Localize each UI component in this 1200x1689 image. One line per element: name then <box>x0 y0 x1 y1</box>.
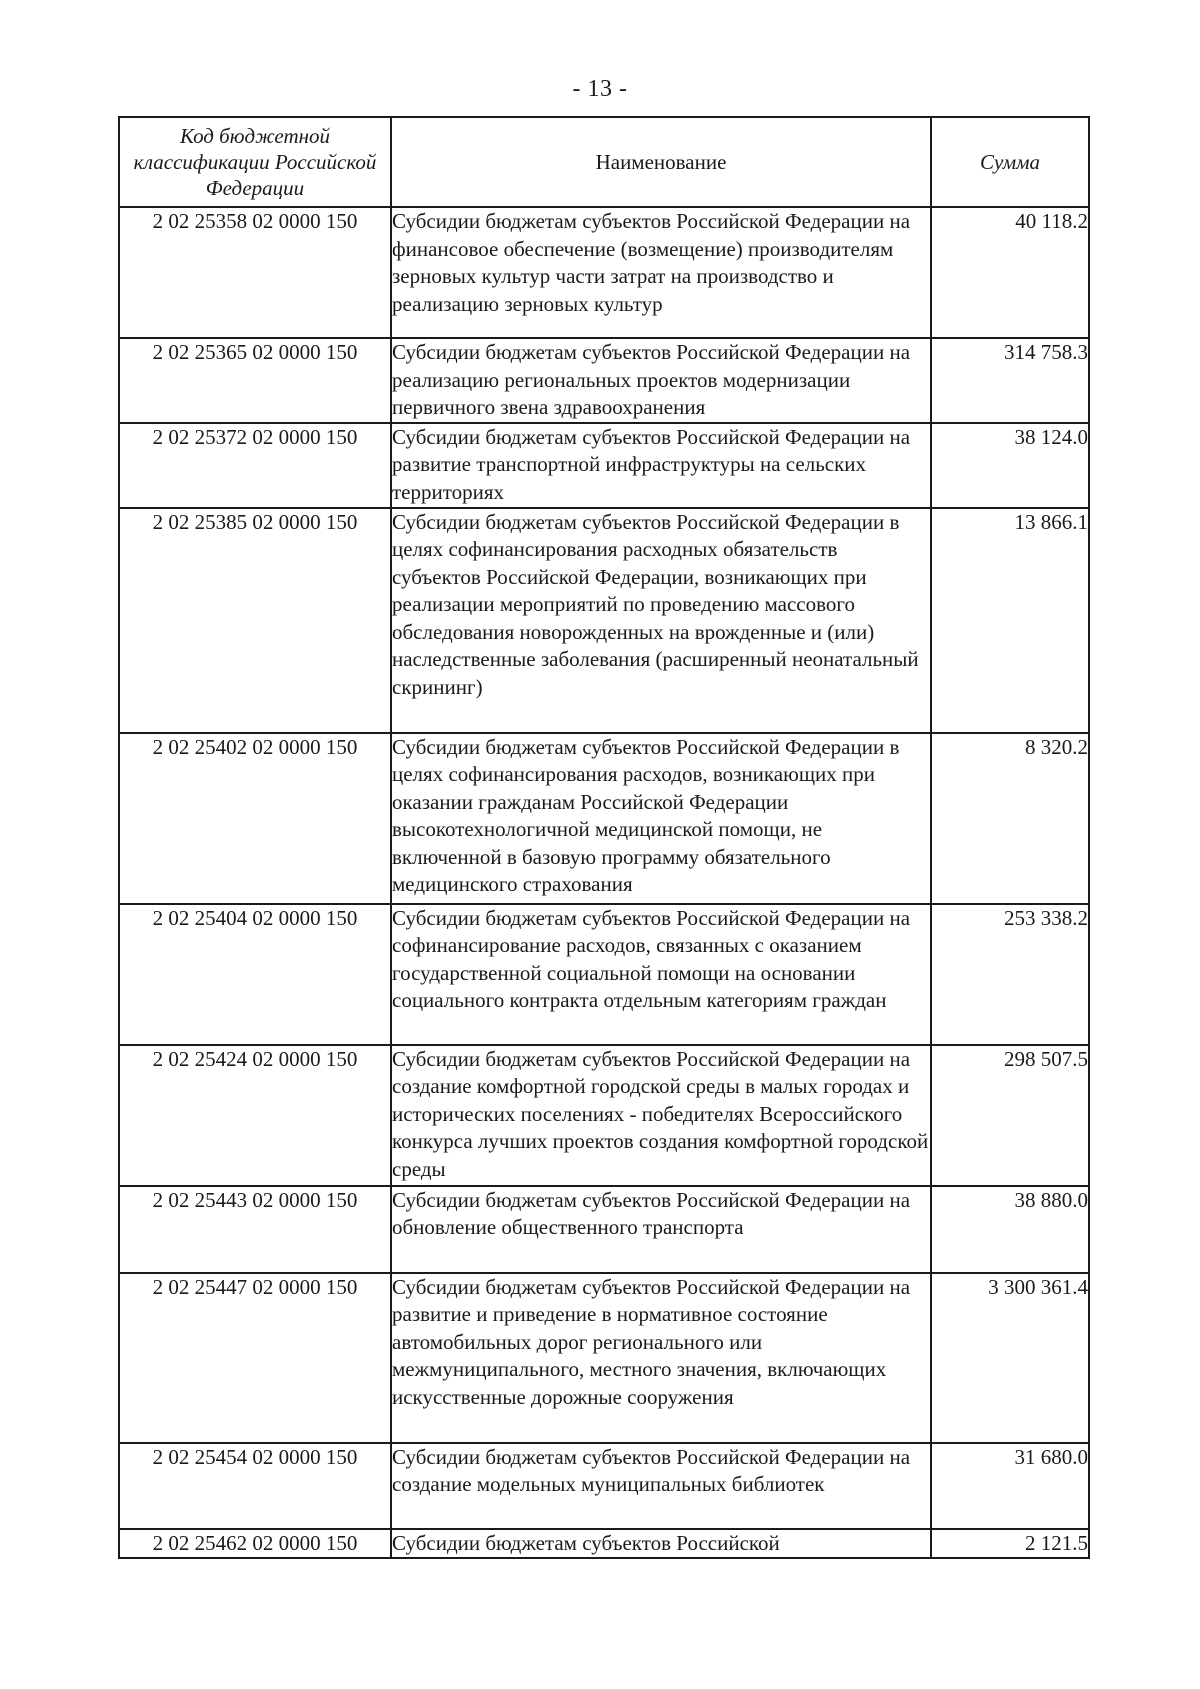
table-body <box>119 207 1089 1558</box>
row-name: Субсидии бюджетам субъектов Российской Федерации в целях софинансирования расходных обязательств субъектов Российской Федерации, возникающих при реализации мероприятий по проведению массового обследования новорожденных на врожденные и (или) наследственные заболевания (расширенный неонатальный скрининг) <box>391 508 931 733</box>
table-row <box>119 423 1089 508</box>
row-code: 2 02 25447 02 0000 150 <box>119 1273 391 1443</box>
row-code: 2 02 25365 02 0000 150 <box>119 338 391 423</box>
row-code: 2 02 25372 02 0000 150 <box>119 423 391 508</box>
row-code: 2 02 25404 02 0000 150 <box>119 904 391 1045</box>
row-sum: 40 118.2 <box>931 207 1089 338</box>
row-code: 2 02 25358 02 0000 150 <box>119 207 391 338</box>
row-sum: 8 320.2 <box>931 733 1089 904</box>
row-code: 2 02 25462 02 0000 150 <box>119 1529 391 1559</box>
row-code: 2 02 25402 02 0000 150 <box>119 733 391 904</box>
row-name: Субсидии бюджетам субъектов Российской Федерации на развитие транспортной инфраструктуры на сельских территориях <box>391 423 931 508</box>
table-row <box>119 1273 1089 1443</box>
row-sum: 314 758.3 <box>931 338 1089 423</box>
budget-table <box>118 116 1090 1559</box>
table-row <box>119 733 1089 904</box>
row-name: Субсидии бюджетам субъектов Российской Федерации на реализацию региональных проектов модернизации первичного звена здравоохранения <box>391 338 931 423</box>
table-header <box>119 117 1089 207</box>
row-name: Субсидии бюджетам субъектов Российской Федерации на создание модельных муниципальных библиотек <box>391 1443 931 1529</box>
row-name: Субсидии бюджетам субъектов Российской Федерации на финансовое обеспечение (возмещение) производителям зерновых культур части затрат на производство и реализацию зерновых культур <box>391 207 931 338</box>
table-row <box>119 338 1089 423</box>
row-sum: 38 880.0 <box>931 1186 1089 1273</box>
header-sum: Сумма <box>931 117 1089 207</box>
row-sum: 253 338.2 <box>931 904 1089 1045</box>
row-name: Субсидии бюджетам субъектов Российской Федерации на развитие и приведение в нормативное состояние автомобильных дорог регионального или межмуниципального, местного значения, включающих искусственные дорожные сооружения <box>391 1273 931 1443</box>
row-sum: 3 300 361.4 <box>931 1273 1089 1443</box>
row-sum: 13 866.1 <box>931 508 1089 733</box>
row-sum: 2 121.5 <box>931 1529 1089 1559</box>
header-row <box>119 117 1089 207</box>
row-name: Субсидии бюджетам субъектов Российской Федерации на обновление общественного транспорта <box>391 1186 931 1273</box>
row-sum: 31 680.0 <box>931 1443 1089 1529</box>
row-name: Субсидии бюджетам субъектов Российской <box>391 1529 931 1559</box>
table-row <box>119 207 1089 338</box>
table-row <box>119 1529 1089 1559</box>
table-row <box>119 1186 1089 1273</box>
row-code: 2 02 25443 02 0000 150 <box>119 1186 391 1273</box>
row-sum: 38 124.0 <box>931 423 1089 508</box>
page-number: - 13 - <box>572 76 628 102</box>
row-code: 2 02 25385 02 0000 150 <box>119 508 391 733</box>
header-name: Наименование <box>391 117 931 207</box>
row-code: 2 02 25454 02 0000 150 <box>119 1443 391 1529</box>
table-row <box>119 508 1089 733</box>
row-sum: 298 507.5 <box>931 1045 1089 1186</box>
table-row <box>119 1045 1089 1186</box>
header-code: Код бюджетной классификации Российской Федерации <box>119 117 391 207</box>
table-row <box>119 904 1089 1045</box>
table-row <box>119 1443 1089 1529</box>
row-name: Субсидии бюджетам субъектов Российской Федерации на создание комфортной городской среды в малых городах и исторических поселениях - победителях Всероссийского конкурса лучших проектов создания комфортной городской среды <box>391 1045 931 1186</box>
row-name: Субсидии бюджетам субъектов Российской Федерации в целях софинансирования расходов, возникающих при оказании гражданам Российской Федерации высокотехнологичной медицинской помощи, не включенной в базовую программу обязательного медицинского страхования <box>391 733 931 904</box>
row-name: Субсидии бюджетам субъектов Российской Федерации на софинансирование расходов, связанных с оказанием государственной социальной помощи на основании социального контракта отдельным категориям граждан <box>391 904 931 1045</box>
row-code: 2 02 25424 02 0000 150 <box>119 1045 391 1186</box>
